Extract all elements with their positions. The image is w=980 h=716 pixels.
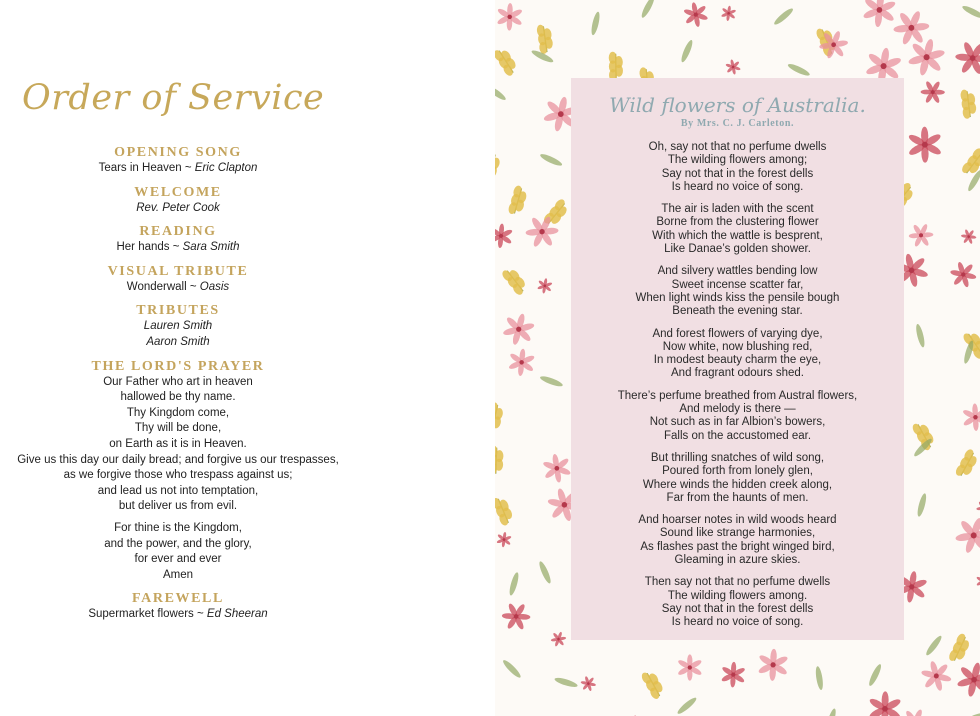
item-performer: Eric Clapton (194, 162, 258, 174)
section-heading: THE LORD'S PRAYER (91, 358, 265, 374)
leaf-icon (815, 666, 825, 691)
flower-icon (945, 256, 980, 293)
poem-line: And fragrant odours shed. (671, 367, 804, 380)
service-program (0, 145, 356, 631)
bud-icon (536, 277, 553, 295)
leaf-icon (640, 0, 657, 19)
service-section (0, 303, 356, 350)
poem-line: Beneath the evening star. (672, 305, 803, 318)
section-line (0, 607, 356, 623)
leaf-icon (867, 663, 883, 687)
page-title: Order of Service (22, 78, 325, 118)
poem-line: Falls on the accustomed ear. (663, 429, 812, 442)
poem-line: Sweet incense scatter far, (671, 278, 804, 291)
poem-line: And melody is there — (679, 403, 796, 416)
section-line (0, 319, 356, 335)
poem-author: By Mrs. C. J. Carleton. (680, 118, 795, 129)
leaf-icon (554, 676, 579, 689)
leaf-icon (960, 711, 980, 716)
poem-stanza (571, 203, 904, 256)
flower-icon (672, 650, 708, 685)
service-section (0, 224, 356, 256)
wattle-icon (500, 265, 529, 297)
leaf-icon (539, 152, 563, 168)
flower-icon (907, 126, 942, 163)
poem-line: As flashes past the bright winged bird, (640, 540, 835, 553)
prayer-line: Amen (162, 568, 194, 581)
poem-stanza (571, 265, 904, 318)
leaf-icon (508, 572, 520, 597)
item-performer: Aaron Smith (146, 335, 210, 348)
leaf-icon (787, 62, 811, 78)
poem-stanza (571, 514, 904, 567)
leaf-icon (961, 4, 980, 20)
poem-line: Say not that in the forest dells (661, 602, 814, 615)
wattle-icon (960, 88, 977, 119)
prayer-line: For thine is the Kingdom, (114, 521, 242, 534)
poem-stanza (571, 576, 904, 629)
prayer-line: and lead us not into temptation, (97, 484, 259, 497)
leaf-icon (501, 658, 522, 679)
flower-icon (954, 40, 980, 76)
prayer-line: as we forgive those who trespass against us; (63, 469, 293, 482)
leaf-icon (495, 83, 507, 102)
flower-icon (499, 310, 538, 348)
poem-line: With which the wattle is besprent, (652, 229, 823, 242)
bud-icon (724, 58, 742, 76)
flower-icon (757, 648, 790, 682)
item-performer: Lauren Smith (143, 320, 213, 333)
wattle-icon (536, 23, 554, 54)
section-line (0, 201, 356, 217)
poem-line: Where winds the hidden creek along, (642, 478, 833, 491)
leaf-icon (924, 634, 943, 657)
poem-line: Far from the haunts of men. (666, 491, 809, 504)
prayer-line: Thy will be done, (134, 422, 222, 435)
prayer-line: hallowed be thy name. (120, 391, 236, 404)
poem-line: And forest flowers of varying dye, (652, 327, 823, 340)
poem-line: But thrilling snatches of wild song, (650, 451, 825, 464)
section-heading: READING (139, 224, 217, 240)
leaf-icon (539, 374, 564, 388)
wattle-icon (507, 185, 529, 217)
item-title: Her hands ~ (116, 241, 183, 254)
wattle-icon (640, 668, 666, 700)
poem-title: Wild flowers of Australia. (609, 93, 866, 117)
leaf-icon (676, 696, 698, 716)
bud-icon (578, 673, 599, 694)
poem-line: And silvery wattles bending low (657, 265, 818, 278)
service-section (0, 145, 356, 177)
section-line (0, 240, 356, 256)
poem-line: And hoarser notes in wild woods heard (638, 514, 837, 527)
item-performer: Ed Sheeran (206, 608, 268, 621)
flower-icon (868, 691, 902, 716)
section-heading: WELCOME (134, 184, 222, 200)
poem-line: Oh, say not that no perfume dwells (648, 141, 827, 153)
flower-icon (908, 223, 934, 248)
flower-icon (716, 658, 750, 692)
poem-line: Is heard no voice of song. (671, 180, 804, 193)
leaf-icon (679, 39, 694, 63)
section-line (0, 161, 356, 177)
leaf-icon (825, 708, 838, 716)
wattle-icon (947, 632, 972, 665)
flower-icon (950, 656, 980, 704)
poem-card (571, 78, 904, 640)
item-title: Supermarket flowers ~ (88, 608, 207, 621)
poem-stanza (571, 328, 904, 381)
wattle-icon (495, 151, 503, 183)
flower-icon (892, 9, 931, 47)
flower-icon (496, 3, 523, 31)
poem-line: Sound like strange harmonies, (659, 527, 816, 540)
service-section (0, 359, 356, 584)
poem-line: There’s perfume breathed from Austral flowers, (617, 389, 858, 402)
wattle-icon (495, 494, 515, 526)
leaf-icon (590, 11, 601, 36)
wattle-icon (609, 52, 624, 82)
flower-icon (503, 344, 541, 382)
service-section (0, 185, 356, 217)
service-section (0, 591, 356, 623)
flower-icon (916, 76, 949, 109)
prayer-line: Thy Kingdom come, (126, 406, 230, 419)
poem-line: Borne from the clustering flower (656, 216, 819, 229)
poem-line: In modest beauty charm the eye, (653, 354, 822, 367)
poem-line: The air is laden with the scent (661, 203, 814, 216)
wattle-icon (495, 402, 505, 434)
item-title: Tears in Heaven ~ (98, 162, 195, 174)
section-line (0, 335, 356, 351)
leaf-icon (537, 560, 552, 584)
bud-icon (548, 628, 569, 649)
prayer-line: Our Father who art in heaven (103, 375, 253, 388)
poem-line: Is heard no voice of song. (671, 616, 804, 629)
poem-line: When light winds kiss the pensile bough (635, 291, 840, 304)
poem-line: Not such as in far Albion’s bowers, (649, 416, 826, 429)
prayer-line: and the power, and the glory, (104, 537, 252, 550)
prayer-line: on Earth as it is in Heaven. (109, 437, 247, 450)
prayer-paragraph (0, 521, 356, 583)
prayer-line: Give us this day our daily bread; and forgive us our trespasses, (17, 453, 339, 466)
bud-icon (973, 571, 980, 592)
poem-line: Poured forth from lonely glen, (662, 465, 813, 478)
bud-icon (719, 4, 739, 24)
flower-icon (501, 602, 531, 631)
poem-line: Like Danae’s golden shower. (664, 243, 811, 256)
section-heading: VISUAL TRIBUTE (107, 263, 249, 279)
prayer-line: but deliver us from evil. (118, 500, 238, 513)
bud-icon (975, 500, 980, 517)
prayer-paragraph (0, 375, 356, 515)
poem-stanza (571, 390, 904, 443)
poem-line: Gleaming in azure skies. (674, 554, 801, 567)
wattle-icon (495, 445, 504, 475)
poem-line: The wilding flowers among. (667, 589, 808, 602)
item-title: Wonderwall ~ (126, 280, 200, 293)
service-section (0, 264, 356, 296)
flower-icon (915, 655, 957, 698)
poem-body (571, 141, 904, 630)
wattle-icon (495, 45, 520, 77)
item-performer: Oasis (199, 280, 230, 293)
flower-icon (957, 399, 980, 435)
poem-stanza (571, 141, 904, 194)
item-performer: Rev. Peter Cook (136, 201, 220, 214)
flower-icon (495, 223, 514, 249)
prayer-line: for ever and ever (134, 553, 222, 566)
section-line (0, 280, 356, 296)
poem-line: Then say not that no perfume dwells (644, 576, 831, 589)
section-heading: OPENING SONG (114, 145, 242, 160)
leaf-icon (915, 323, 927, 348)
poem-line: Now white, now blushing red, (662, 340, 813, 353)
section-heading: FAREWELL (132, 591, 224, 607)
poem-line: The wilding flowers among; (667, 154, 808, 167)
wattle-icon (954, 448, 980, 480)
poem-line: Say not that in the forest dells (661, 167, 814, 180)
poem-stanza (571, 452, 904, 505)
leaf-icon (916, 493, 928, 518)
bud-icon (958, 226, 979, 247)
item-performer: Sara Smith (182, 241, 240, 254)
section-heading: TRIBUTES (136, 303, 220, 319)
bud-icon (495, 530, 514, 550)
flower-icon (682, 0, 710, 29)
flower-icon (896, 703, 935, 716)
poem-page (495, 0, 980, 716)
leaf-icon (772, 6, 794, 26)
flower-icon (953, 515, 980, 556)
